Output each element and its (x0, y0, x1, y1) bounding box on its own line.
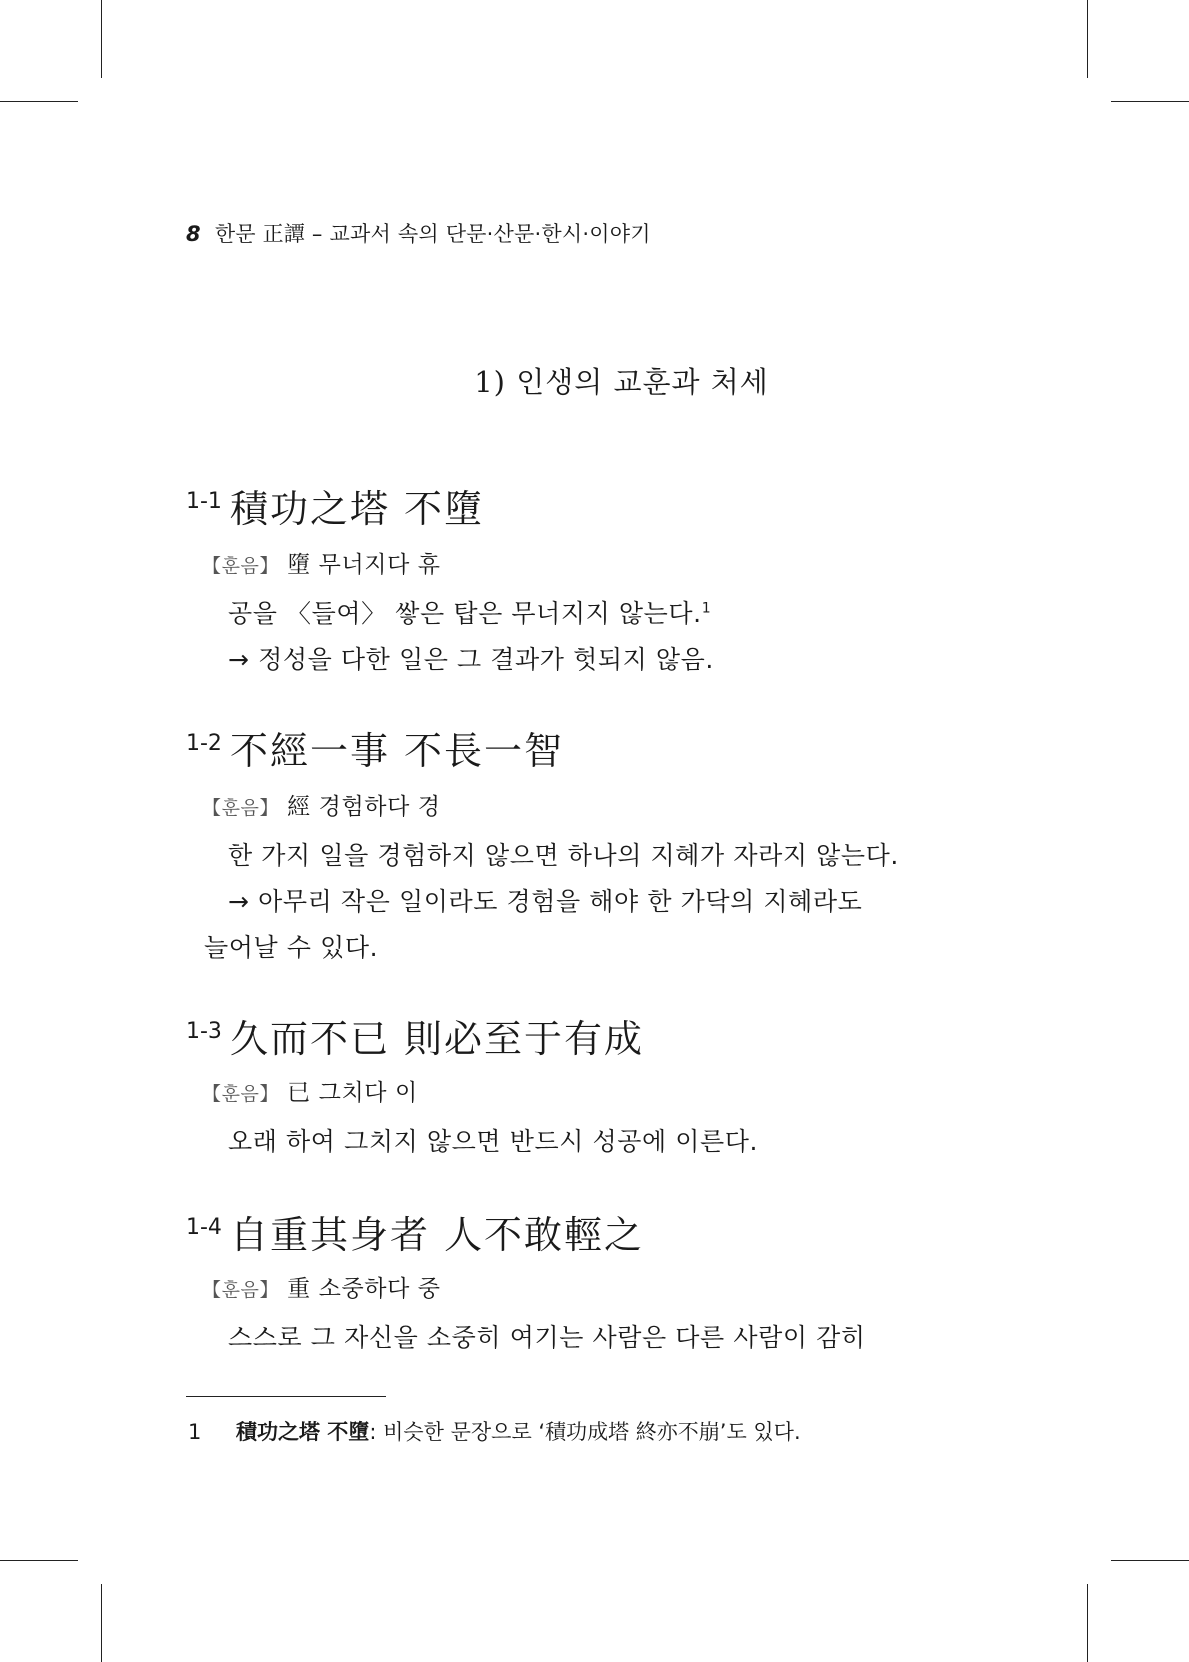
section-title (0, 360, 1189, 401)
translation-line: 오래 하여 그치지 않으면 반드시 성공에 이른다. (228, 1127, 759, 1156)
hun-eum-text: 重 소중하다 중 (287, 1276, 441, 1302)
section-title-text: 1) 인생의 교훈과 처세 (474, 365, 769, 399)
hun-eum-tag: 【훈음】 (202, 555, 280, 577)
footnote (188, 1416, 801, 1446)
crop-mark (0, 1560, 78, 1561)
footnote-ref: 1 (701, 600, 712, 617)
footnote-head: 積功之塔 不墮 (236, 1420, 370, 1444)
crop-mark (1087, 0, 1088, 78)
translation-text: 공을 〈들여〉 쌓은 탑은 무너지지 않는다. (228, 599, 702, 628)
crop-mark (0, 101, 78, 102)
footnote-number: 1 (188, 1420, 202, 1444)
entry-number: 1-4 (186, 1215, 222, 1240)
entry-number: 1-1 (186, 489, 222, 514)
hun-eum-tag: 【훈음】 (202, 1083, 280, 1105)
hun-eum-text: 墮 무너지다 휴 (287, 552, 441, 578)
hun-eum (202, 1074, 418, 1107)
entry-hanja: 積功之塔 不墮 (229, 487, 485, 531)
explanation-line: → 아무리 작은 일이라도 경험을 해야 한 가닥의 지혜라도 (228, 887, 863, 916)
running-head (186, 218, 651, 248)
entry-number: 1-2 (186, 731, 222, 756)
translation-line: 한 가지 일을 경험하지 않으면 하나의 지혜가 자라지 않는다. (228, 841, 899, 870)
translation-line (228, 594, 711, 630)
footnote-text: : 비슷한 문장으로 ‘積功成塔 終亦不崩’도 있다. (369, 1420, 801, 1444)
page-number: 8 (186, 222, 201, 246)
crop-mark (1087, 1584, 1088, 1662)
hun-eum-tag: 【훈음】 (202, 797, 280, 819)
footnote-rule (186, 1396, 386, 1397)
entry-heading (186, 1008, 644, 1063)
hun-eum-tag: 【훈음】 (202, 1279, 280, 1301)
entry-heading (186, 720, 564, 775)
crop-mark (101, 0, 102, 78)
crop-mark (101, 1584, 102, 1662)
hun-eum-text: 已 그치다 이 (287, 1080, 418, 1106)
hun-eum (202, 788, 441, 821)
entry-heading (186, 478, 484, 533)
crop-mark (1111, 101, 1189, 102)
explanation-line: 늘어날 수 있다. (204, 933, 379, 962)
entry-heading (186, 1204, 644, 1259)
entry-number: 1-3 (186, 1019, 222, 1044)
entry-hanja: 不經一事 不長一智 (229, 729, 565, 773)
translation-line: 스스로 그 자신을 소중히 여기는 사람은 다른 사람이 감히 (228, 1323, 866, 1352)
crop-mark (1111, 1560, 1189, 1561)
hun-eum-text: 經 경험하다 경 (287, 794, 441, 820)
hun-eum (202, 1270, 441, 1303)
explanation-line: → 정성을 다한 일은 그 결과가 헛되지 않음. (228, 645, 714, 674)
running-title: 한문 正譚 – 교과서 속의 단문·산문·한시·이야기 (214, 222, 651, 246)
entry-hanja: 自重其身者 人不敢輕之 (229, 1213, 645, 1257)
hun-eum (202, 546, 441, 579)
entry-hanja: 久而不已 則必至于有成 (229, 1017, 645, 1061)
